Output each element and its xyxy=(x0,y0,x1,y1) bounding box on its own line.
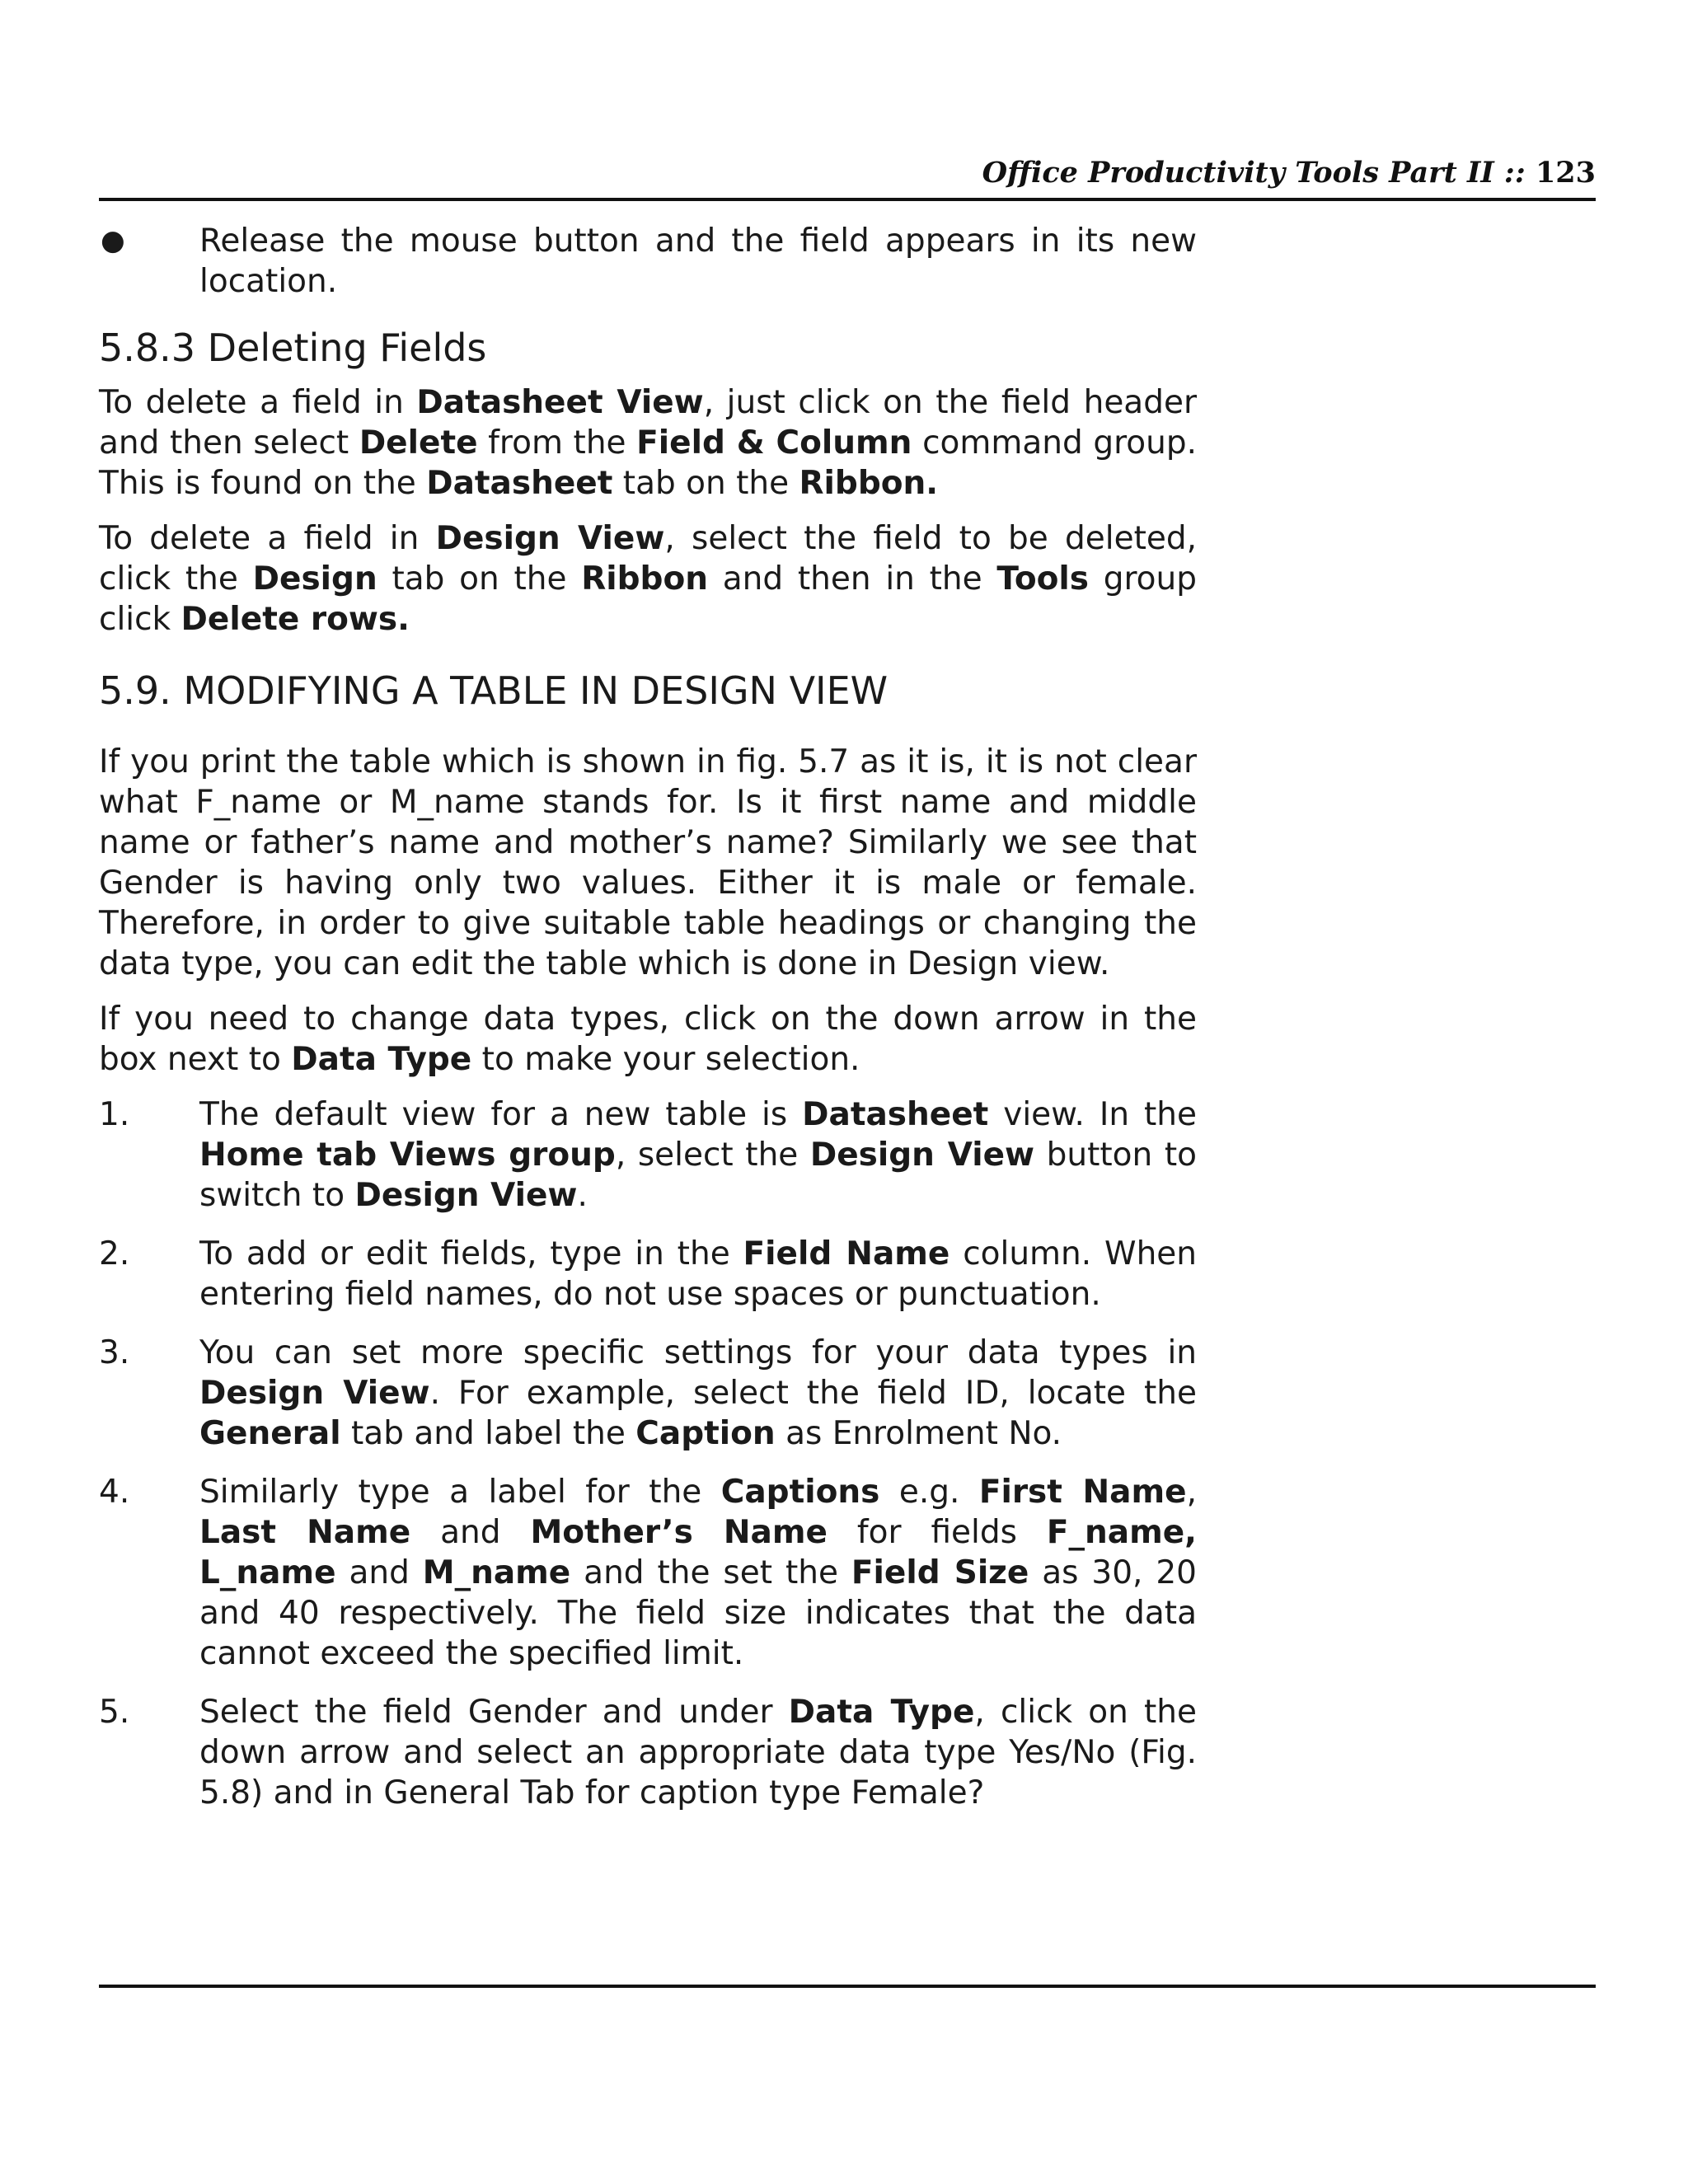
list-item-text: Select the field Gender and under Data Type, click on the down arrow and select an appropriate data type Yes/No (Fig. 5.8) and in General Tab for caption type Female? xyxy=(199,1694,1197,1811)
list-number: 1. xyxy=(99,1096,130,1133)
bullet-marker: ● xyxy=(101,224,125,257)
page-number: 123 xyxy=(1535,156,1596,190)
section-heading-modifying-table: 5.9. MODIFYING A TABLE IN DESIGN VIEW xyxy=(99,668,889,713)
list-item xyxy=(99,1234,1197,1315)
footer-rule xyxy=(99,1985,1596,1988)
list-number: 5. xyxy=(99,1694,130,1731)
list-item xyxy=(99,1094,1197,1216)
paragraph-delete-design: To delete a field in Design View, select the field to be deleted, click the Design tab on the Ribbon and then in the Tools group click Delete rows. xyxy=(99,520,1198,638)
list-item-text: The default view for a new table is Datasheet view. In the Home tab Views group, select the Design View button to switch to Design View. xyxy=(199,1096,1197,1214)
header-separator: :: xyxy=(1493,156,1536,190)
bullet-text: Release the mouse button and the field appears in its new location. xyxy=(199,223,1197,300)
list-number: 4. xyxy=(99,1474,130,1511)
list-number: 3. xyxy=(99,1334,130,1371)
page-body xyxy=(99,221,1197,1831)
section-heading-deleting-fields: 5.8.3 Deleting Fields xyxy=(99,326,487,370)
list-item xyxy=(99,1692,1197,1813)
list-item xyxy=(99,1472,1197,1674)
paragraph-data-types: If you need to change data types, click on the down arrow in the box next to Data Type to make your selection. xyxy=(99,1001,1197,1078)
running-header xyxy=(99,155,1596,191)
header-rule xyxy=(99,198,1596,201)
list-number: 2. xyxy=(99,1235,130,1272)
list-item-text: You can set more specific settings for your data types in Design View. For example, select the field ID, locate the General tab and label the Caption as Enrolment No. xyxy=(199,1334,1197,1452)
list-item-text: To add or edit fields, type in the Field Name column. When entering field names, do not use spaces or punctuation. xyxy=(199,1235,1197,1313)
bullet-item xyxy=(99,221,1197,302)
list-item xyxy=(99,1333,1197,1454)
paragraph-delete-datasheet: To delete a field in Datasheet View, just click on the field header and then select Delete from the Field & Column command group. This is found on the Datasheet tab on the Ribbon. xyxy=(99,384,1197,502)
list-item-text: Similarly type a label for the Captions e.g. First Name, Last Name and Mother’s Name for fields F_name, L_name and M_name and the set the Field Size as 30, 20 and 40 respectively. The field size indicates that the data cannot exceed the specified limit. xyxy=(199,1474,1198,1672)
header-title: Office Productivity Tools Part II xyxy=(982,156,1494,190)
paragraph-modifying-intro: If you print the table which is shown in fig. 5.7 as it is, it is not clear what F_name or M_name stands for. Is it first name and middle name or father’s name and mother’s name? Similarly we see that Gender is having only two values. Either it is male or female. Therefore, in order to give suitable table headings or changing the data type, you can edit the table which is done in Design view. xyxy=(99,743,1197,982)
